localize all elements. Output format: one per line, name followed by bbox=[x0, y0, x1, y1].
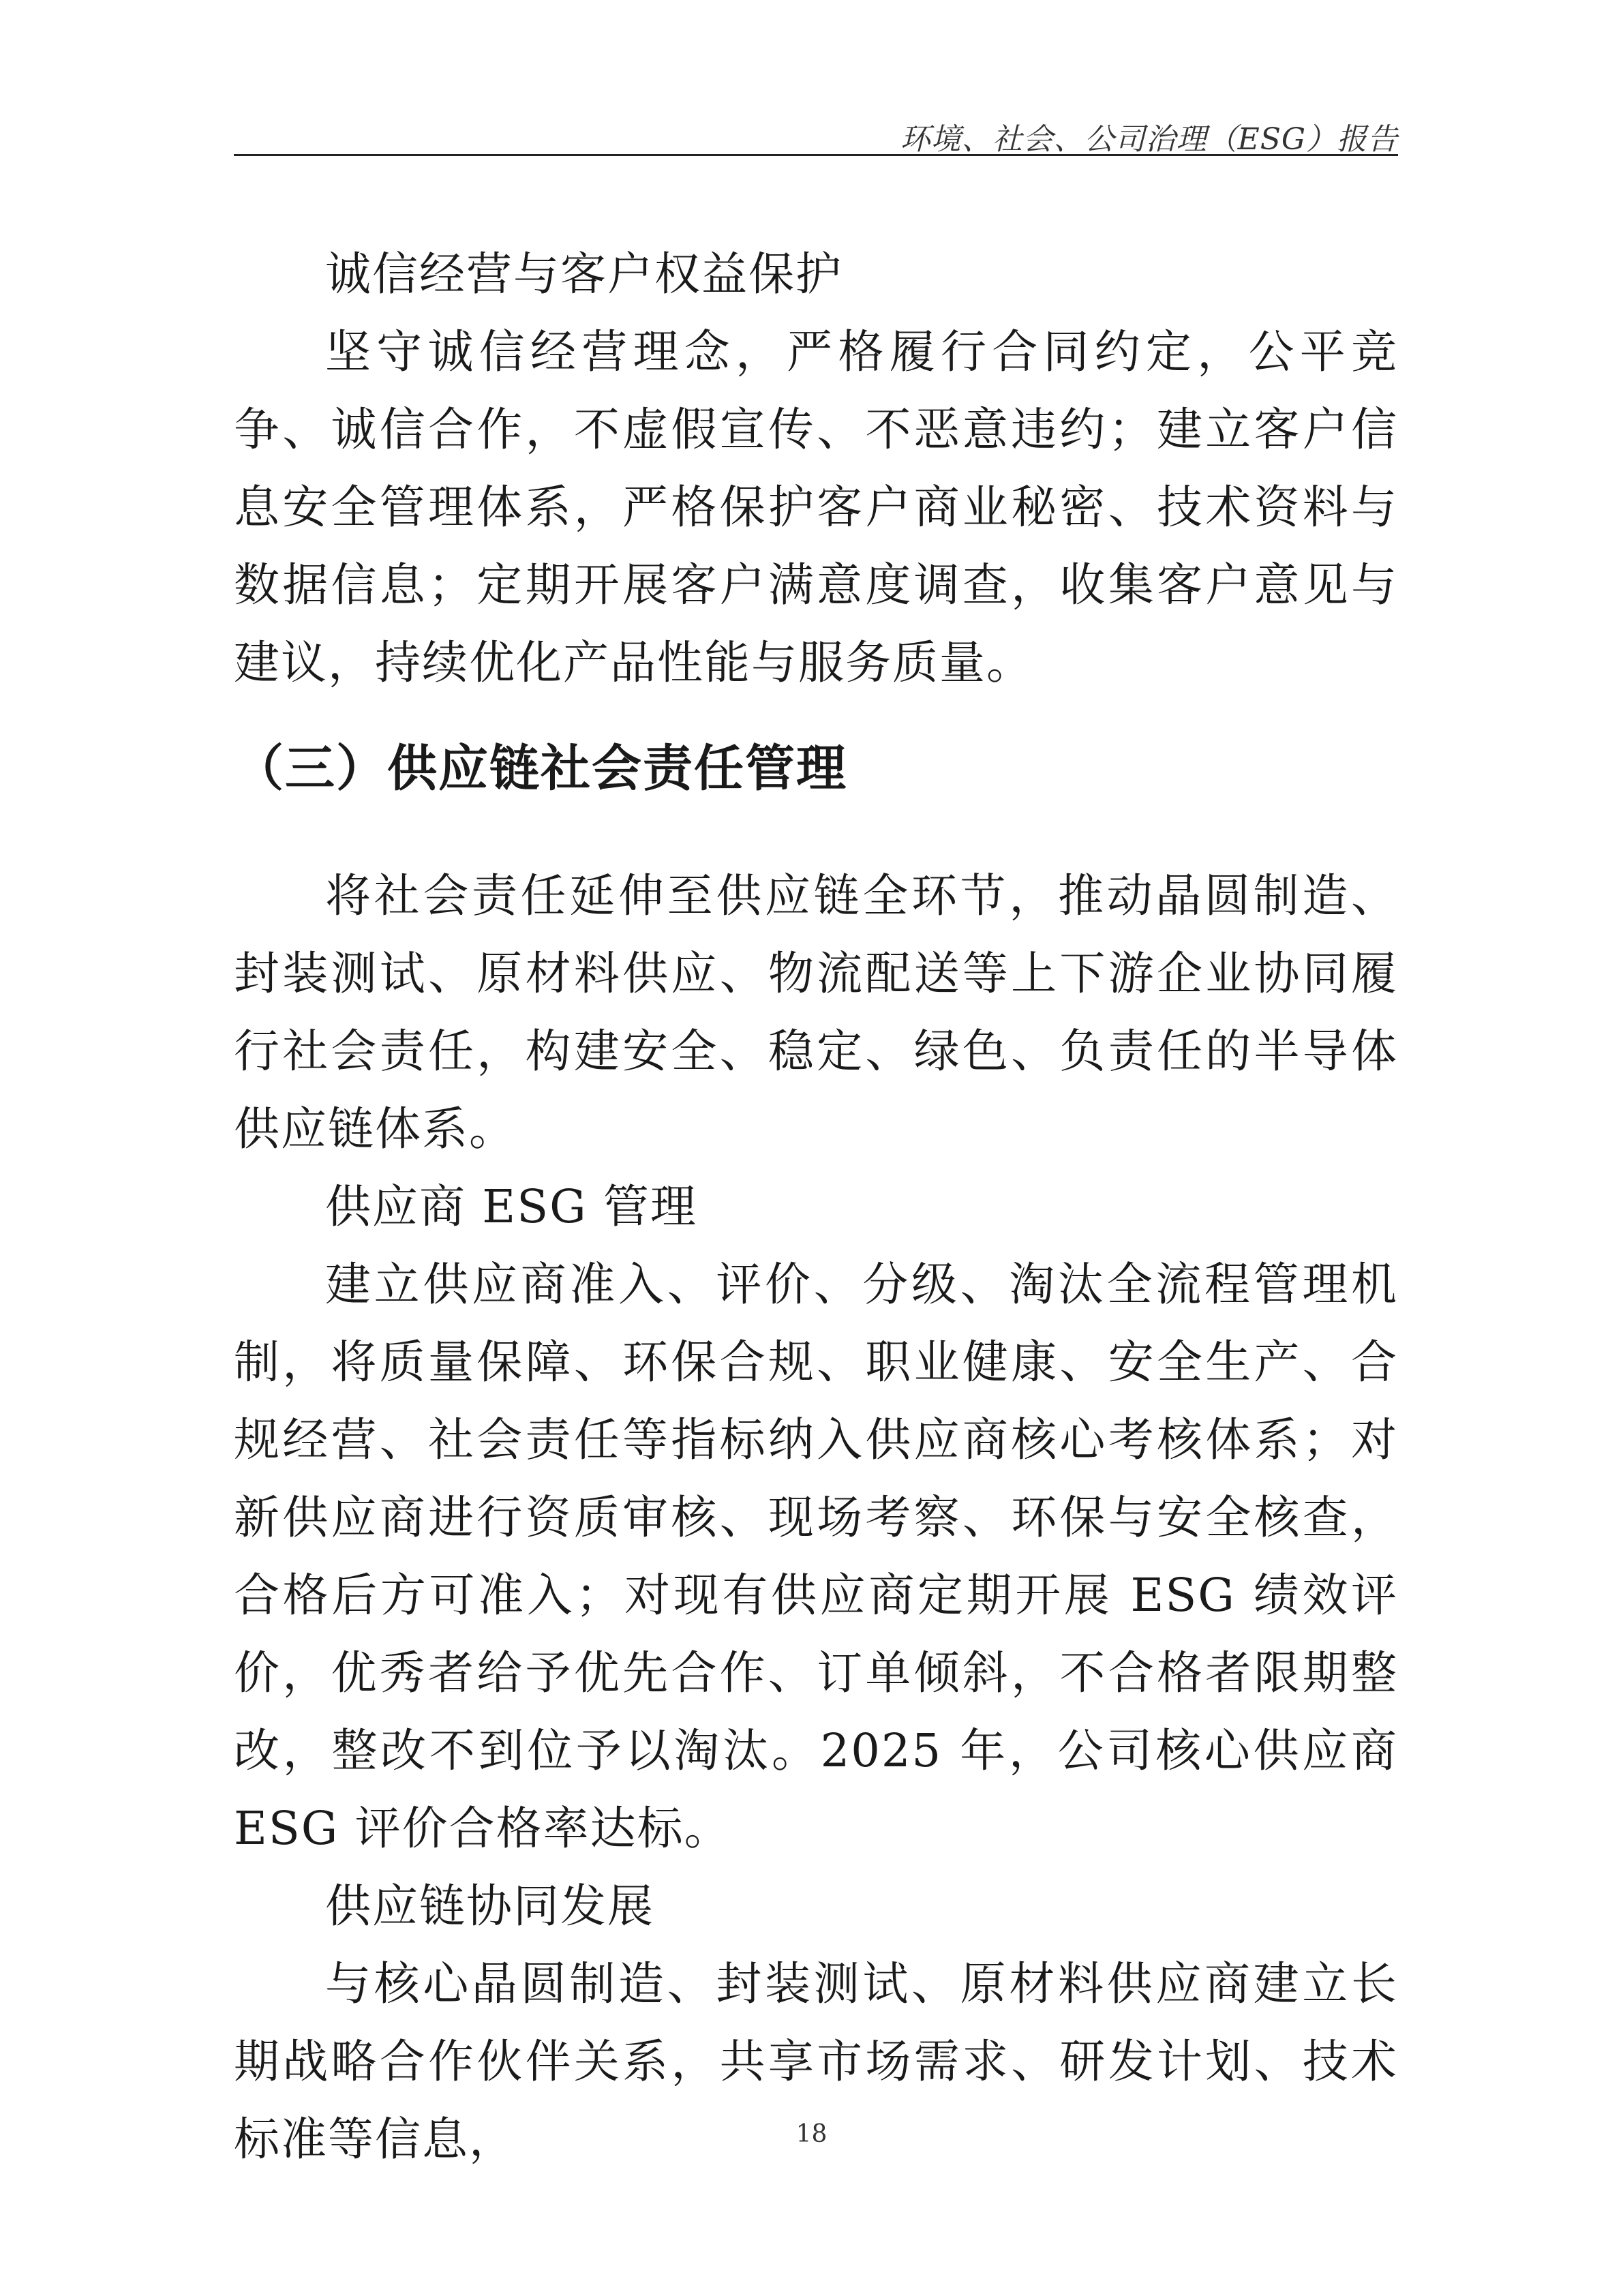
paragraph-supply-chain-intro: 将社会责任延伸至供应链全环节，推动晶圆制造、封装测试、原材料供应、物流配送等上下游企业协同履行社会责任，构建安全、稳定、绿色、负责任的半导体供应链体系。 bbox=[234, 869, 1398, 1155]
paragraph-supplier-esg: 建立供应商准入、评价、分级、淘汰全流程管理机制，将质量保障、环保合规、职业健康、安全生产、合规经营、社会责任等指标纳入供应商核心考核体系；对新供应商进行资质审核、现场考察、环保与安全核查，合格后方可准入；对现有供应商定期开展 ESG 绩效评价，优秀者给予优先合作、订单倾斜，不合格者限期整改，整改不到位予以淘汰。2025 年，公司核心供应商 ESG 评价合格率达标。 bbox=[234, 1258, 1398, 1855]
page-number: 18 bbox=[795, 2120, 828, 2148]
subsection-title-integrity: 诚信经营与客户权益保护 bbox=[325, 247, 843, 301]
running-header: 环境、社会、公司治理（ESG）报告 bbox=[900, 122, 1398, 157]
page-body bbox=[234, 235, 1398, 2178]
paragraph-collaboration: 与核心晶圆制造、封装测试、原材料供应商建立长期战略合作伙伴关系，共享市场需求、研发计划、技术标准等信息， bbox=[234, 1957, 1398, 2166]
header-rule bbox=[234, 154, 1398, 156]
subsection-title-collaboration: 供应链协同发展 bbox=[325, 1879, 654, 1933]
paragraph-integrity: 坚守诚信经营理念，严格履行合同约定，公平竞争、诚信合作，不虚假宣传、不恶意违约；建立客户信息安全管理体系，严格保护客户商业秘密、技术资料与数据信息；定期开展客户满意度调查，收集客户意见与建议，持续优化产品性能与服务质量。 bbox=[234, 325, 1398, 689]
section-heading-supply-chain: （三）供应链社会责任管理 bbox=[234, 740, 847, 798]
subsection-title-supplier-esg: 供应商 ESG 管理 bbox=[325, 1180, 697, 1233]
